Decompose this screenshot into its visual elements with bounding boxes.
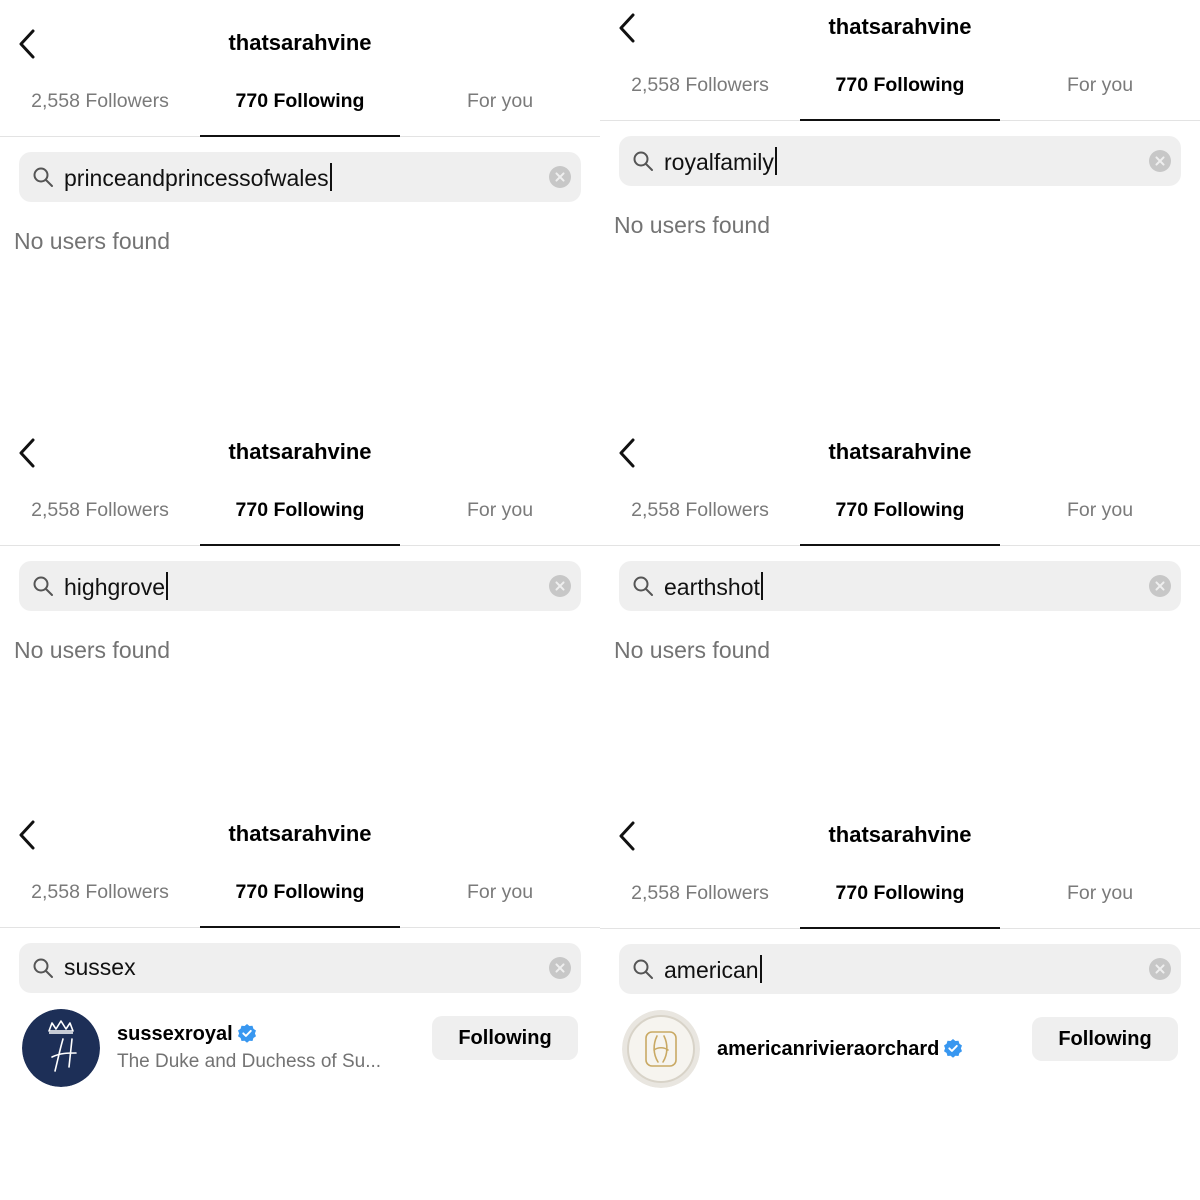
search-query[interactable]: sussex (64, 954, 136, 980)
tab-following[interactable]: 770 Following (235, 499, 365, 521)
tab-bar (600, 62, 1200, 121)
following-search-panel (600, 792, 1200, 1192)
monogram-seal-avatar (622, 1010, 700, 1088)
active-tab-indicator (800, 927, 1000, 929)
header (600, 409, 1200, 481)
header (0, 409, 600, 481)
tab-for-you[interactable]: For you (466, 90, 534, 112)
text-cursor (166, 572, 168, 600)
tab-followers[interactable]: 2,558 Followers (31, 90, 169, 112)
search-input[interactable] (619, 944, 1181, 994)
search-icon (632, 958, 654, 980)
search-icon (32, 166, 54, 188)
search-query[interactable]: earthshot (664, 572, 763, 601)
page-title: thatsarahvine (228, 30, 372, 55)
search-input[interactable] (19, 561, 581, 611)
clear-x-icon[interactable] (1149, 575, 1171, 597)
username[interactable]: sussexroyal (117, 1023, 257, 1046)
header (0, 0, 600, 72)
tab-bar (600, 487, 1200, 546)
tab-followers[interactable]: 2,558 Followers (31, 499, 169, 521)
tab-followers[interactable]: 2,558 Followers (631, 74, 769, 96)
tab-following[interactable]: 770 Following (235, 90, 365, 112)
clear-x-icon[interactable] (549, 166, 571, 188)
page-title: thatsarahvine (228, 439, 372, 464)
active-tab-indicator (200, 544, 400, 546)
tab-for-you[interactable]: For you (1066, 74, 1134, 96)
tab-bar (0, 869, 600, 928)
clear-x-icon[interactable] (549, 575, 571, 597)
tab-following[interactable]: 770 Following (835, 882, 965, 904)
tab-for-you[interactable]: For you (1066, 499, 1134, 521)
header (0, 791, 600, 863)
page-title: thatsarahvine (828, 822, 972, 847)
tab-bar (0, 78, 600, 137)
tab-bar (600, 870, 1200, 929)
text-cursor (761, 572, 763, 600)
tab-followers[interactable]: 2,558 Followers (31, 881, 169, 903)
following-search-panel (0, 409, 600, 809)
tab-followers[interactable]: 2,558 Followers (631, 882, 769, 904)
following-search-panel (600, 0, 1200, 384)
search-query[interactable]: royalfamily (664, 147, 777, 176)
search-icon (32, 575, 54, 597)
clear-x-icon[interactable] (1149, 958, 1171, 980)
tab-for-you[interactable]: For you (466, 881, 534, 903)
header (600, 0, 1200, 56)
avatar[interactable] (622, 1010, 700, 1088)
search-query[interactable]: princeandprincessofwales (64, 163, 332, 192)
tab-for-you[interactable]: For you (466, 499, 534, 521)
avatar[interactable] (22, 1009, 100, 1087)
search-query[interactable]: american (664, 955, 762, 984)
page-title: thatsarahvine (228, 821, 372, 846)
text-cursor (330, 163, 332, 191)
text-cursor (775, 147, 777, 175)
search-input[interactable] (619, 136, 1181, 186)
following-button[interactable]: Following (1032, 1017, 1178, 1061)
no-results-message: No users found (614, 637, 770, 663)
following-button[interactable]: Following (432, 1016, 578, 1060)
page-title: thatsarahvine (828, 14, 972, 39)
list-item[interactable] (0, 1009, 600, 1089)
following-search-panel (600, 409, 1200, 809)
active-tab-indicator (800, 544, 1000, 546)
search-icon (632, 575, 654, 597)
username[interactable]: americanrivieraorchard (717, 1038, 963, 1061)
active-tab-indicator (200, 926, 400, 928)
no-results-message: No users found (14, 228, 170, 254)
verified-badge-icon (943, 1038, 963, 1058)
search-input[interactable] (19, 152, 581, 202)
no-results-message: No users found (614, 212, 770, 238)
text-cursor (760, 955, 762, 983)
tab-following[interactable]: 770 Following (835, 74, 965, 96)
following-search-panel (0, 791, 600, 1191)
tab-for-you[interactable]: For you (1066, 882, 1134, 904)
search-icon (32, 957, 54, 979)
tab-following[interactable]: 770 Following (835, 499, 965, 521)
header (600, 792, 1200, 864)
verified-badge-icon (237, 1023, 257, 1043)
no-results-message: No users found (14, 637, 170, 663)
search-input[interactable] (619, 561, 1181, 611)
tab-following[interactable]: 770 Following (235, 881, 365, 903)
search-input[interactable] (19, 943, 581, 993)
active-tab-indicator (800, 119, 1000, 121)
clear-x-icon[interactable] (1149, 150, 1171, 172)
search-icon (632, 150, 654, 172)
tab-bar (0, 487, 600, 546)
tab-followers[interactable]: 2,558 Followers (631, 499, 769, 521)
search-query[interactable]: highgrove (64, 572, 168, 601)
list-item[interactable] (600, 1010, 1200, 1090)
active-tab-indicator (200, 135, 400, 137)
following-search-panel (0, 0, 600, 400)
page-title: thatsarahvine (828, 439, 972, 464)
user-full-name: The Duke and Duchess of Su... (117, 1051, 382, 1072)
sussex-monogram-avatar (22, 1009, 100, 1087)
clear-x-icon[interactable] (549, 957, 571, 979)
